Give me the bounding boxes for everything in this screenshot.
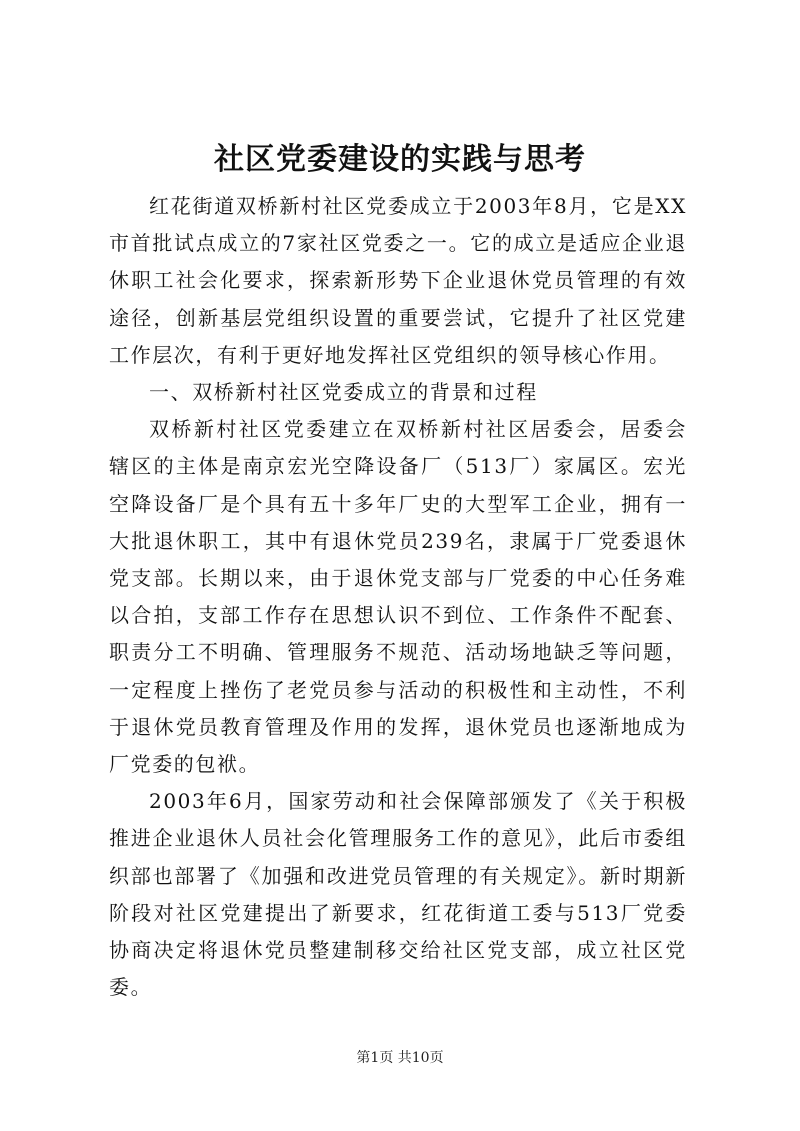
paragraph-intro: 红花街道双桥新村社区党委成立于2003年8月，它是XX市首批试点成立的7家社区党委之一。它的成立是适应企业退休职工社会化要求，探索新形势下企业退休党员管理的有效途径，创新基层党组织设置的重要尝试，它提升了社区党建工作层次，有利于更好地发挥社区党组织的领导核心作用。: [109, 194, 687, 367]
page-number-footer: 第1页 共10页: [356, 1050, 444, 1066]
section-heading-1: 一、双桥新村社区党委成立的背景和过程: [149, 380, 538, 405]
paragraph-process: 2003年6月，国家劳动和社会保障部颁发了《关于积极推进企业退休人员社会化管理服务工作的意见》，此后市委组织部也部署了《加强和改进党员管理的有关规定》。新时期新阶段对社区党建提出了新要求，红花街道工委与513厂党委协商决定将退休党员整建制移交给社区党支部，成立社区党委。: [109, 789, 687, 1000]
document-title: 社区党委建设的实践与思考: [214, 142, 586, 177]
paragraph-background: 双桥新村社区党委建立在双桥新村社区居委会，居委会辖区的主体是南京宏光空降设备厂（513厂）家属区。宏光空降设备厂是个具有五十多年厂史的大型军工企业，拥有一大批退休职工，其中有退休党员239名，隶属于厂党委退休党支部。长期以来，由于退休党支部与厂党委的中心任务难以合拍，支部工作存在思想认识不到位、工作条件不配套、职责分工不明确、管理服务不规范、活动场地缺乏等问题，一定程度上挫伤了老党员参与活动的积极性和主动性，不利于退休党员教育管理及作用的发挥，退休党员也逐渐地成为厂党委的包袱。: [109, 417, 687, 777]
document-body: [109, 188, 687, 1006]
